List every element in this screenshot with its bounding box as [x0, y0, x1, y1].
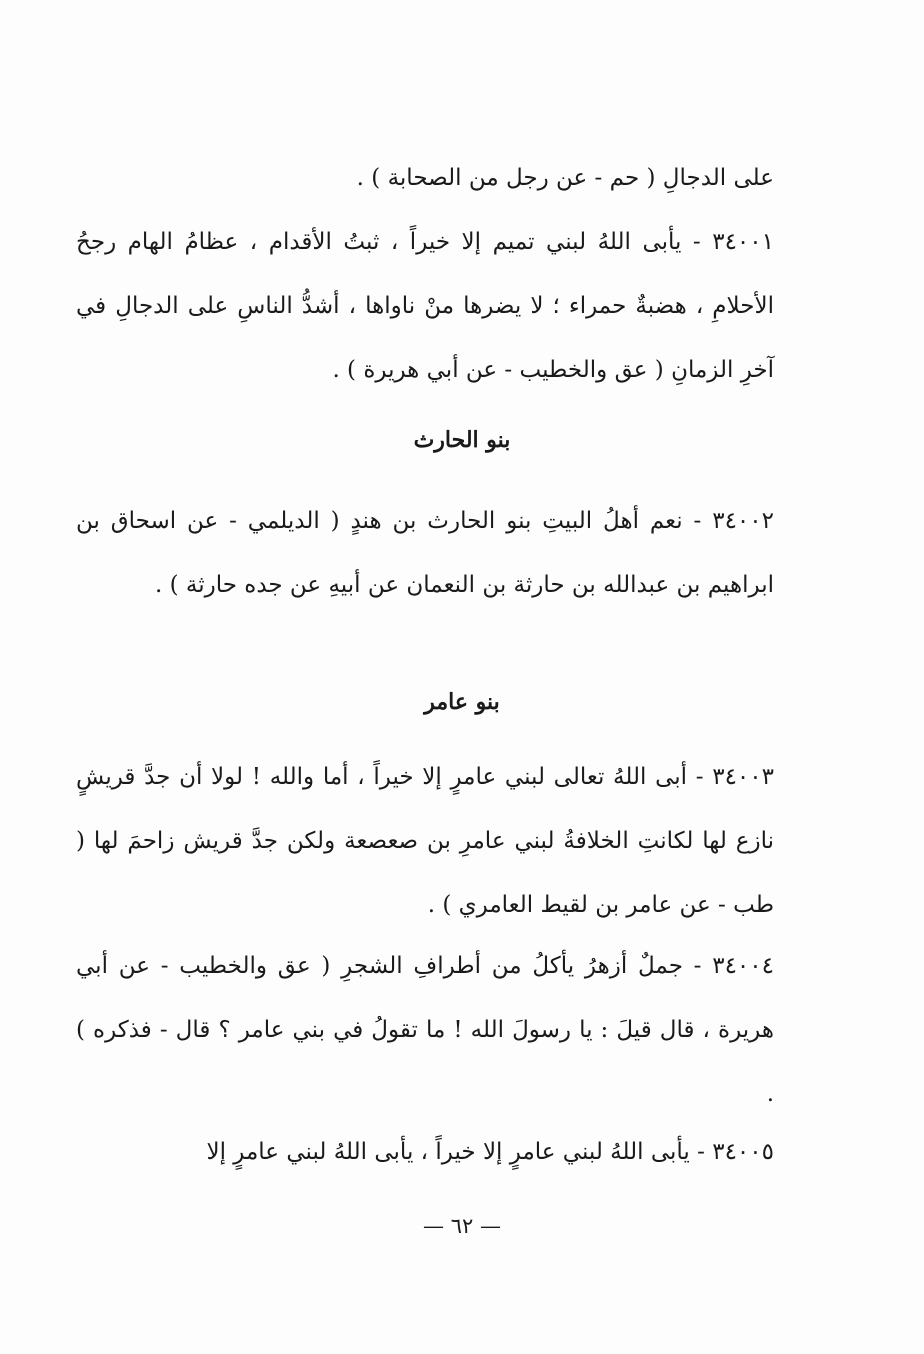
hadith-34002: ٣٤٠٠٢ - نعم أهلُ البيتِ بنو الحارث بن هندٍ ( الديلمي - عن اسحاق بن ابراهيم بن عبدالله بن حارثة بن النعمان عن أبيهِ عن جده حارثة ) .: [76, 508, 774, 598]
hadith-34001: ٣٤٠٠١ - يأبى اللهُ لبني تميم إلا خيراً ، ثبتُ الأقدام ، عظامُ الهام رجحُ الأحلامِ ، هضبةٌ حمراء ؛ لا يضرها منْ ناواها ، أشدُّ الناسِ على الدجالِ في آخرِ الزمانِ ( عق والخطيب - عن أبي هريرة ) .: [76, 229, 774, 383]
hadith-34003: ٣٤٠٠٣ - أبى اللهُ تعالى لبني عامرٍ إلا خيراً ، أما والله ! لولا أن جدَّ قريشٍ نازع لها لكانتِ الخلافةُ لبني عامرِ بن صعصعة ولكن جدَّ قريش زاحمَ لها ( طب - عن عامر بن لقيط العامري ) .: [76, 764, 774, 918]
paragraph-continuation: على الدجالِ ( حم - عن رجل من الصحابة ) .: [356, 165, 774, 191]
hadith-34004: ٣٤٠٠٤ - جملٌ أزهرُ يأكلُ من أطرافِ الشجرِ ( عق والخطيب - عن أبي هريرة ، قال قيلَ : يا رسولَ الله ! ما تقولُ في بني عامر ؟ قال - فذكره ) .: [76, 953, 774, 1107]
section-heading-banu-amir: بنو عامر: [424, 689, 500, 715]
hadith-34005: ٣٤٠٠٥ - يأبى اللهُ لبني عامرٍ إلا خيراً ، يأبى اللهُ لبني عامرٍ إلا: [206, 1139, 774, 1165]
page-number: — ٦٢ —: [423, 1214, 501, 1238]
section-heading-banu-al-harith: بنو الحارث: [413, 427, 511, 453]
